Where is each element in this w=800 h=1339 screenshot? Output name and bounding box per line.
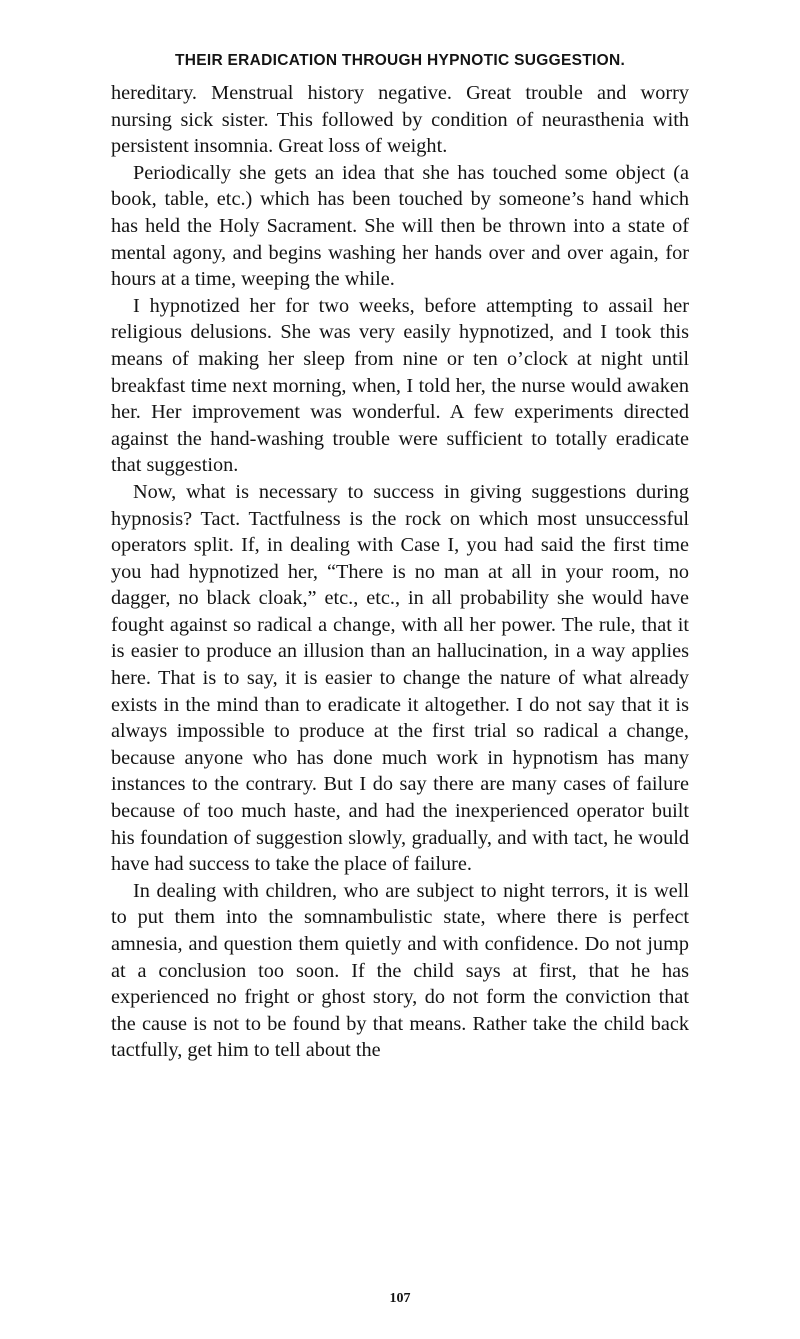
paragraph-tact: Now, what is necessary to success in giving suggestions during hypnosis? Tact. Tactfulness is the rock on which most unsuccessful operators split. If, in dealing with Case I, you had said the first time you had hypnotized her, “There is no man at all in your room, no dagger, no black cloak,” etc., etc., in all probability she would have fought against so radical a change, with all her power. The rule, that it is easier to produce an illusion than an hallucination, in a way applies here. That is to say, it is easier to change the nature of what already exists in the mind than to eradicate it altogether. I do not say that it is always impossible to produce at the first trial so radical a change, because anyone who has done much work in hypnotism has many instances to the contrary. But I do say there are many cases of failure because of too much haste, and had the inexperienced operator built his foundation of suggestion slowly, gradually, and with tact, he would have had success to take the place of failure. [111,480,689,876]
body-text [111,80,689,1064]
paragraph-continuation: hereditary. Menstrual history negative. Great trouble and worry nursing sick sister. This followed by condition of neurasthenia with persistent insomnia. Great loss of weight. [111,82,689,158]
paragraph-case-description: Periodically she gets an idea that she has touched some object (a book, table, etc.) which has been touched by someone’s hand which has held the Holy Sacrament. She will then be thrown into a state of mental agony, and begins washing her hands over and over again, for hours at a time, weeping the while. [111,161,689,291]
paragraph-treatment: I hypnotized her for two weeks, before attempting to assail her religious delusions. She was very easily hypnotized, and I took this means of making her sleep from nine or ten o’clock at night until breakfast time next morning, when, I told her, the nurse would awaken her. Her improvement was wonderful. A few experiments directed against the hand-washing trouble were sufficient to totally eradicate that suggestion. [111,294,689,477]
paragraph-children: In dealing with children, who are subject to night terrors, it is well to put them into the somnambulistic state, where there is perfect amnesia, and question them quietly and with confidence. Do not jump at a conclusion too soon. If the child says at first, that he has experienced no fright or ghost story, do not form the conviction that the cause is not to be found by that means. Rather take the child back tactfully, get him to tell about the [111,879,689,1062]
page-number: 107 [389,1291,411,1306]
running-head: THEIR ERADICATION THROUGH HYPNOTIC SUGGESTION. [174,52,626,69]
